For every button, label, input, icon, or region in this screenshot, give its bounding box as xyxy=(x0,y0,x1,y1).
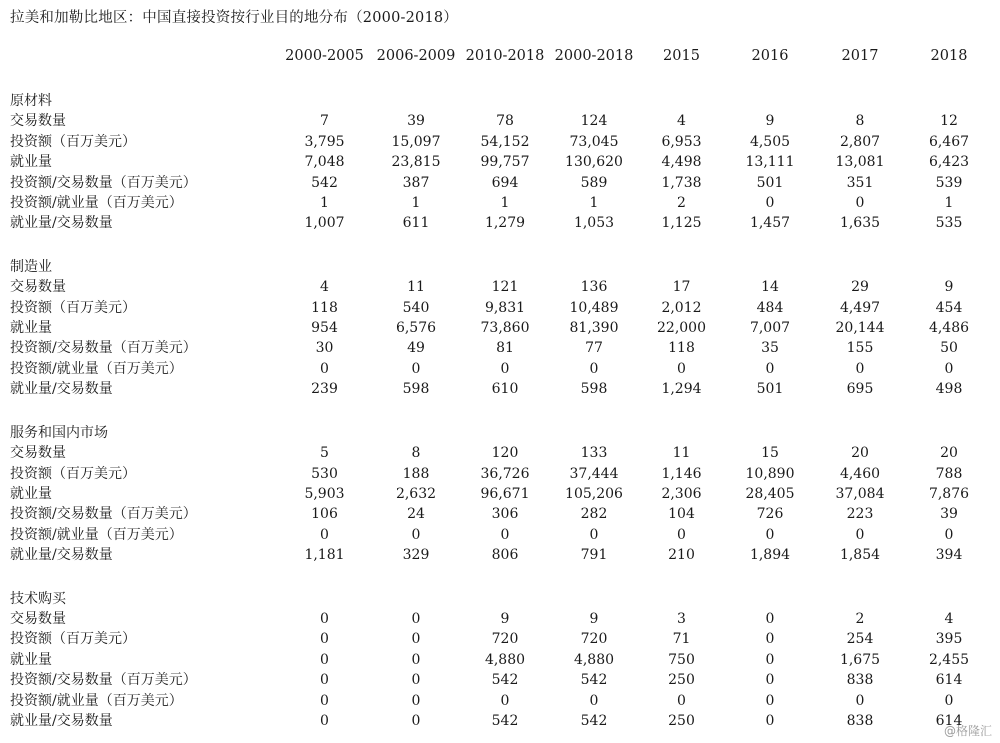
table-cell: 4,498 xyxy=(661,154,702,171)
table-cell: 20 xyxy=(940,445,958,462)
table-cell: 1 xyxy=(500,195,510,212)
table-cell: 788 xyxy=(935,465,963,482)
row-label: 投资额/就业量（百万美元） xyxy=(10,692,183,709)
table-cell: 0 xyxy=(320,651,329,668)
table-cell: 2,807 xyxy=(839,133,881,150)
table-row xyxy=(10,277,994,297)
column-header: 2015 xyxy=(663,48,700,64)
table-cell: 105,206 xyxy=(565,485,623,502)
table-cell: 0 xyxy=(320,631,329,648)
table-cell: 106 xyxy=(311,506,338,523)
row-label: 交易数量 xyxy=(10,445,66,462)
column-header: 2010-2018 xyxy=(465,48,545,64)
table-cell: 7 xyxy=(320,113,329,130)
table-cell: 501 xyxy=(756,174,784,191)
table-cell: 542 xyxy=(491,712,519,729)
table-cell: 96,671 xyxy=(480,485,530,502)
table-cell: 2,632 xyxy=(395,485,437,502)
table-row xyxy=(10,609,994,629)
table-cell: 0 xyxy=(765,631,775,648)
table-cell: 2,012 xyxy=(661,299,702,316)
table-cell: 50 xyxy=(940,340,958,357)
table-cell: 540 xyxy=(402,299,430,316)
table-cell: 5,903 xyxy=(304,485,345,502)
row-label: 交易数量 xyxy=(10,279,66,296)
table-cell: 77 xyxy=(585,340,603,357)
table-cell: 1,053 xyxy=(573,215,615,232)
table-row xyxy=(10,193,994,213)
table-cell: 118 xyxy=(668,340,695,357)
column-header: 2017 xyxy=(841,48,879,64)
table-cell: 0 xyxy=(944,692,954,709)
table-cell: 35 xyxy=(761,340,779,357)
table-cell: 0 xyxy=(677,360,686,377)
row-label: 就业量 xyxy=(10,154,52,171)
table-cell: 0 xyxy=(411,610,421,627)
table-cell: 542 xyxy=(580,712,608,729)
table-row xyxy=(10,711,994,731)
section-spacer xyxy=(10,400,994,423)
table-cell: 695 xyxy=(846,381,874,398)
table-row xyxy=(10,359,994,379)
table-cell: 0 xyxy=(589,360,599,377)
table-cell: 329 xyxy=(402,547,430,564)
table-cell: 118 xyxy=(311,299,338,316)
table-cell: 29 xyxy=(851,279,869,296)
table-cell: 1,635 xyxy=(839,215,881,232)
table-row xyxy=(10,504,994,524)
row-label: 交易数量 xyxy=(10,113,66,130)
table-cell: 6,953 xyxy=(661,133,702,150)
table-cell: 20,144 xyxy=(835,320,885,337)
table-cell: 0 xyxy=(320,672,329,689)
table-cell: 0 xyxy=(411,672,421,689)
table-cell: 1,675 xyxy=(839,651,881,668)
table-cell: 306 xyxy=(491,506,519,523)
table-cell: 501 xyxy=(756,381,784,398)
table-cell: 0 xyxy=(320,610,329,627)
table-cell: 8 xyxy=(855,113,865,130)
table-cell: 720 xyxy=(491,631,519,648)
table-cell: 7,007 xyxy=(749,320,791,337)
table-cell: 806 xyxy=(491,547,519,564)
section-heading: 服务和国内市场 xyxy=(10,424,108,441)
table-cell: 121 xyxy=(491,279,519,296)
table-cell: 7,876 xyxy=(928,485,970,502)
table-cell: 9 xyxy=(765,113,775,130)
section-heading-row xyxy=(10,589,994,609)
table-cell: 0 xyxy=(677,526,686,543)
table-cell: 0 xyxy=(855,692,865,709)
table-cell: 0 xyxy=(765,195,775,212)
table-cell: 49 xyxy=(407,340,425,357)
table-cell: 9,831 xyxy=(484,299,526,316)
row-label: 就业量 xyxy=(10,320,52,337)
table-cell: 1,457 xyxy=(749,215,791,232)
table-cell: 81,390 xyxy=(569,320,619,337)
table-cell: 4,880 xyxy=(484,651,526,668)
table-cell: 535 xyxy=(935,215,963,232)
table-cell: 4,505 xyxy=(749,133,791,150)
row-label: 投资额/就业量（百万美元） xyxy=(10,195,183,212)
section-heading: 技术购买 xyxy=(10,590,66,607)
table-cell: 694 xyxy=(491,174,519,191)
row-label: 投资额/交易数量（百万美元） xyxy=(10,340,197,357)
table-cell: 539 xyxy=(935,174,963,191)
table-row xyxy=(10,132,994,152)
table-row xyxy=(10,111,994,131)
table-cell: 0 xyxy=(411,360,421,377)
table-row xyxy=(10,670,994,690)
table-cell: 39 xyxy=(407,113,425,130)
table-cell: 17 xyxy=(672,279,691,296)
table-cell: 7,048 xyxy=(304,154,345,171)
table-row xyxy=(10,173,994,193)
table-cell: 1,894 xyxy=(749,547,791,564)
table-cell: 30 xyxy=(315,340,334,357)
table-cell: 1,294 xyxy=(661,381,702,398)
spacer-cell xyxy=(10,68,994,91)
table-cell: 726 xyxy=(756,506,784,523)
table-row xyxy=(10,525,994,545)
row-label: 就业量 xyxy=(10,485,52,502)
table-cell: 188 xyxy=(402,465,430,482)
spacer-cell xyxy=(10,234,994,257)
section-heading-row xyxy=(10,91,994,111)
table-cell: 0 xyxy=(765,672,775,689)
table-cell: 1,181 xyxy=(304,547,345,564)
table-cell: 0 xyxy=(765,360,775,377)
table-cell: 4 xyxy=(944,610,954,627)
table-cell: 0 xyxy=(411,692,421,709)
table-cell: 9 xyxy=(589,610,599,627)
table-cell: 130,620 xyxy=(565,154,623,171)
watermark: @格隆汇 xyxy=(943,724,992,738)
table-cell: 24 xyxy=(407,506,425,523)
row-label: 投资额/就业量（百万美元） xyxy=(10,526,183,543)
table-cell: 81 xyxy=(496,340,514,357)
table-cell: 838 xyxy=(846,672,874,689)
table-cell: 250 xyxy=(668,712,695,729)
table-cell: 0 xyxy=(855,360,865,377)
table-cell: 28,405 xyxy=(745,485,795,502)
spacer-cell xyxy=(10,400,994,423)
table-cell: 542 xyxy=(580,672,608,689)
table-cell: 614 xyxy=(935,672,963,689)
table-cell: 37,084 xyxy=(835,485,885,502)
table-cell: 598 xyxy=(402,381,430,398)
spacer-cell xyxy=(10,566,994,589)
table-cell: 614 xyxy=(935,712,963,729)
table-cell: 0 xyxy=(765,692,775,709)
table-cell: 0 xyxy=(320,360,329,377)
table-cell: 589 xyxy=(580,174,608,191)
table-cell: 36,726 xyxy=(480,465,530,482)
table-row xyxy=(10,213,994,233)
column-header: 2018 xyxy=(930,48,968,64)
row-label: 就业量/交易数量 xyxy=(10,381,113,398)
table-cell: 11 xyxy=(672,445,691,462)
table-cell: 54,152 xyxy=(480,133,530,150)
table-cell: 4 xyxy=(320,279,329,296)
table-cell: 73,860 xyxy=(480,320,530,337)
table-cell: 282 xyxy=(580,506,608,523)
section-heading: 制造业 xyxy=(10,258,52,275)
row-label: 投资额（百万美元） xyxy=(10,133,136,150)
header-row xyxy=(10,44,994,68)
table-cell: 954 xyxy=(311,320,338,337)
table-cell: 136 xyxy=(580,279,608,296)
table-cell: 2,455 xyxy=(928,651,970,668)
table-cell: 394 xyxy=(935,547,963,564)
table-cell: 104 xyxy=(668,506,695,523)
table-cell: 6,467 xyxy=(928,133,970,150)
table-row xyxy=(10,379,994,399)
table-cell: 0 xyxy=(411,651,421,668)
table-cell: 39 xyxy=(940,506,958,523)
table-cell: 13,081 xyxy=(835,154,885,171)
table-cell: 0 xyxy=(589,526,599,543)
table-cell: 223 xyxy=(846,506,874,523)
table-cell: 0 xyxy=(944,360,954,377)
header-label-cell xyxy=(10,44,278,68)
table-cell: 99,757 xyxy=(480,154,530,171)
table-cell: 254 xyxy=(846,631,874,648)
table-cell: 133 xyxy=(580,445,608,462)
row-label: 就业量/交易数量 xyxy=(10,712,113,729)
table-cell: 0 xyxy=(411,526,421,543)
table-cell: 2 xyxy=(855,610,865,627)
table-cell: 4 xyxy=(677,113,686,130)
table-cell: 1,279 xyxy=(484,215,526,232)
table-cell: 0 xyxy=(765,712,775,729)
table-cell: 11 xyxy=(407,279,425,296)
section-heading-row xyxy=(10,423,994,443)
table-cell: 750 xyxy=(668,651,695,668)
row-label: 投资额/交易数量（百万美元） xyxy=(10,672,197,689)
table-cell: 1 xyxy=(411,195,421,212)
table-cell: 0 xyxy=(855,195,865,212)
table-cell: 4,880 xyxy=(573,651,615,668)
table-cell: 1,007 xyxy=(304,215,345,232)
table-row xyxy=(10,338,994,358)
table-cell: 2,306 xyxy=(661,485,702,502)
table-cell: 1 xyxy=(589,195,599,212)
table-cell: 78 xyxy=(496,113,514,130)
table-cell: 12 xyxy=(940,113,958,130)
table-row xyxy=(10,545,994,565)
table-cell: 351 xyxy=(846,174,874,191)
table-cell: 0 xyxy=(765,526,775,543)
row-label: 投资额（百万美元） xyxy=(10,631,136,648)
table-cell: 4,486 xyxy=(928,320,970,337)
row-label: 投资额/交易数量（百万美元） xyxy=(10,506,197,523)
table-cell: 250 xyxy=(668,672,695,689)
section-spacer xyxy=(10,68,994,91)
table-cell: 9 xyxy=(500,610,510,627)
table-row xyxy=(10,318,994,338)
table-cell: 73,045 xyxy=(569,133,619,150)
section-heading: 原材料 xyxy=(10,93,52,109)
table-cell: 0 xyxy=(320,526,329,543)
table-cell: 0 xyxy=(500,692,510,709)
table-row xyxy=(10,650,994,670)
table-cell: 454 xyxy=(935,299,963,316)
row-label: 就业量/交易数量 xyxy=(10,215,113,232)
table-cell: 1,854 xyxy=(839,547,881,564)
table-row xyxy=(10,298,994,318)
table-cell: 395 xyxy=(935,631,963,648)
table-cell: 4,497 xyxy=(839,299,881,316)
table-cell: 2 xyxy=(677,195,686,212)
table-cell: 1,738 xyxy=(661,174,702,191)
table-cell: 0 xyxy=(500,526,510,543)
table-cell: 5 xyxy=(320,445,329,462)
table-cell: 542 xyxy=(311,174,338,191)
table-cell: 10,489 xyxy=(569,299,619,316)
table-cell: 239 xyxy=(311,381,338,398)
table-cell: 1 xyxy=(320,195,329,212)
table-cell: 120 xyxy=(491,445,519,462)
table-cell: 0 xyxy=(765,651,775,668)
table-cell: 387 xyxy=(402,174,430,191)
row-label: 投资额/交易数量（百万美元） xyxy=(10,174,197,191)
table-cell: 0 xyxy=(500,360,510,377)
table-cell: 0 xyxy=(855,526,865,543)
section-heading-row xyxy=(10,257,994,277)
table-cell: 6,423 xyxy=(928,154,970,171)
table-cell: 0 xyxy=(944,526,954,543)
table-row xyxy=(10,443,994,463)
row-label: 就业量/交易数量 xyxy=(10,547,113,564)
table-cell: 23,815 xyxy=(391,154,441,171)
column-header: 2016 xyxy=(751,48,789,64)
fdi-table xyxy=(10,44,994,731)
table-cell: 15,097 xyxy=(391,133,441,150)
table-cell: 0 xyxy=(411,631,421,648)
table-row xyxy=(10,484,994,504)
table-cell: 0 xyxy=(411,712,421,729)
row-label: 投资额（百万美元） xyxy=(10,465,136,482)
table-cell: 3,795 xyxy=(304,133,345,150)
table-cell: 10,890 xyxy=(745,465,795,482)
table-cell: 598 xyxy=(580,381,608,398)
table-cell: 484 xyxy=(756,299,784,316)
table-cell: 611 xyxy=(402,215,430,232)
table-cell: 0 xyxy=(765,610,775,627)
table-cell: 13,111 xyxy=(745,154,795,171)
table-cell: 20 xyxy=(851,445,869,462)
column-header: 2006-2009 xyxy=(376,48,456,64)
table-cell: 498 xyxy=(935,381,963,398)
table-cell: 0 xyxy=(589,692,599,709)
table-cell: 71 xyxy=(672,631,691,648)
table-row xyxy=(10,464,994,484)
column-header: 2000-2005 xyxy=(285,48,364,64)
table-cell: 14 xyxy=(761,279,779,296)
table-cell: 1,125 xyxy=(661,215,702,232)
row-label: 交易数量 xyxy=(10,610,66,627)
table-cell: 530 xyxy=(311,465,338,482)
table-row xyxy=(10,152,994,172)
table-cell: 3 xyxy=(677,610,686,627)
table-cell: 8 xyxy=(411,445,421,462)
section-spacer xyxy=(10,566,994,589)
table-cell: 791 xyxy=(580,547,608,564)
table-cell: 542 xyxy=(491,672,519,689)
table-cell: 124 xyxy=(580,113,608,130)
row-label: 投资额/就业量（百万美元） xyxy=(10,360,183,377)
table-cell: 1 xyxy=(944,195,954,212)
table-cell: 838 xyxy=(846,712,874,729)
table-cell: 0 xyxy=(320,712,329,729)
page-title: 拉美和加勒比地区：中国直接投资按行业目的地分布（2000-2018） xyxy=(10,10,458,26)
table-cell: 1,146 xyxy=(661,465,702,482)
row-label: 投资额（百万美元） xyxy=(10,299,136,316)
table-cell: 22,000 xyxy=(657,320,706,337)
column-header: 2000-2018 xyxy=(554,48,634,64)
table-cell: 0 xyxy=(320,692,329,709)
table-cell: 15 xyxy=(761,445,779,462)
table-cell: 9 xyxy=(944,279,954,296)
table-cell: 210 xyxy=(668,547,695,564)
table-cell: 610 xyxy=(491,381,519,398)
table-cell: 155 xyxy=(846,340,874,357)
table-cell: 720 xyxy=(580,631,608,648)
table-cell: 37,444 xyxy=(569,465,619,482)
table-body xyxy=(10,68,994,731)
section-spacer xyxy=(10,234,994,257)
table-cell: 4,460 xyxy=(839,465,881,482)
table-row xyxy=(10,691,994,711)
row-label: 就业量 xyxy=(10,651,52,668)
table-row xyxy=(10,629,994,649)
table-cell: 0 xyxy=(677,692,686,709)
table-cell: 6,576 xyxy=(395,320,437,337)
